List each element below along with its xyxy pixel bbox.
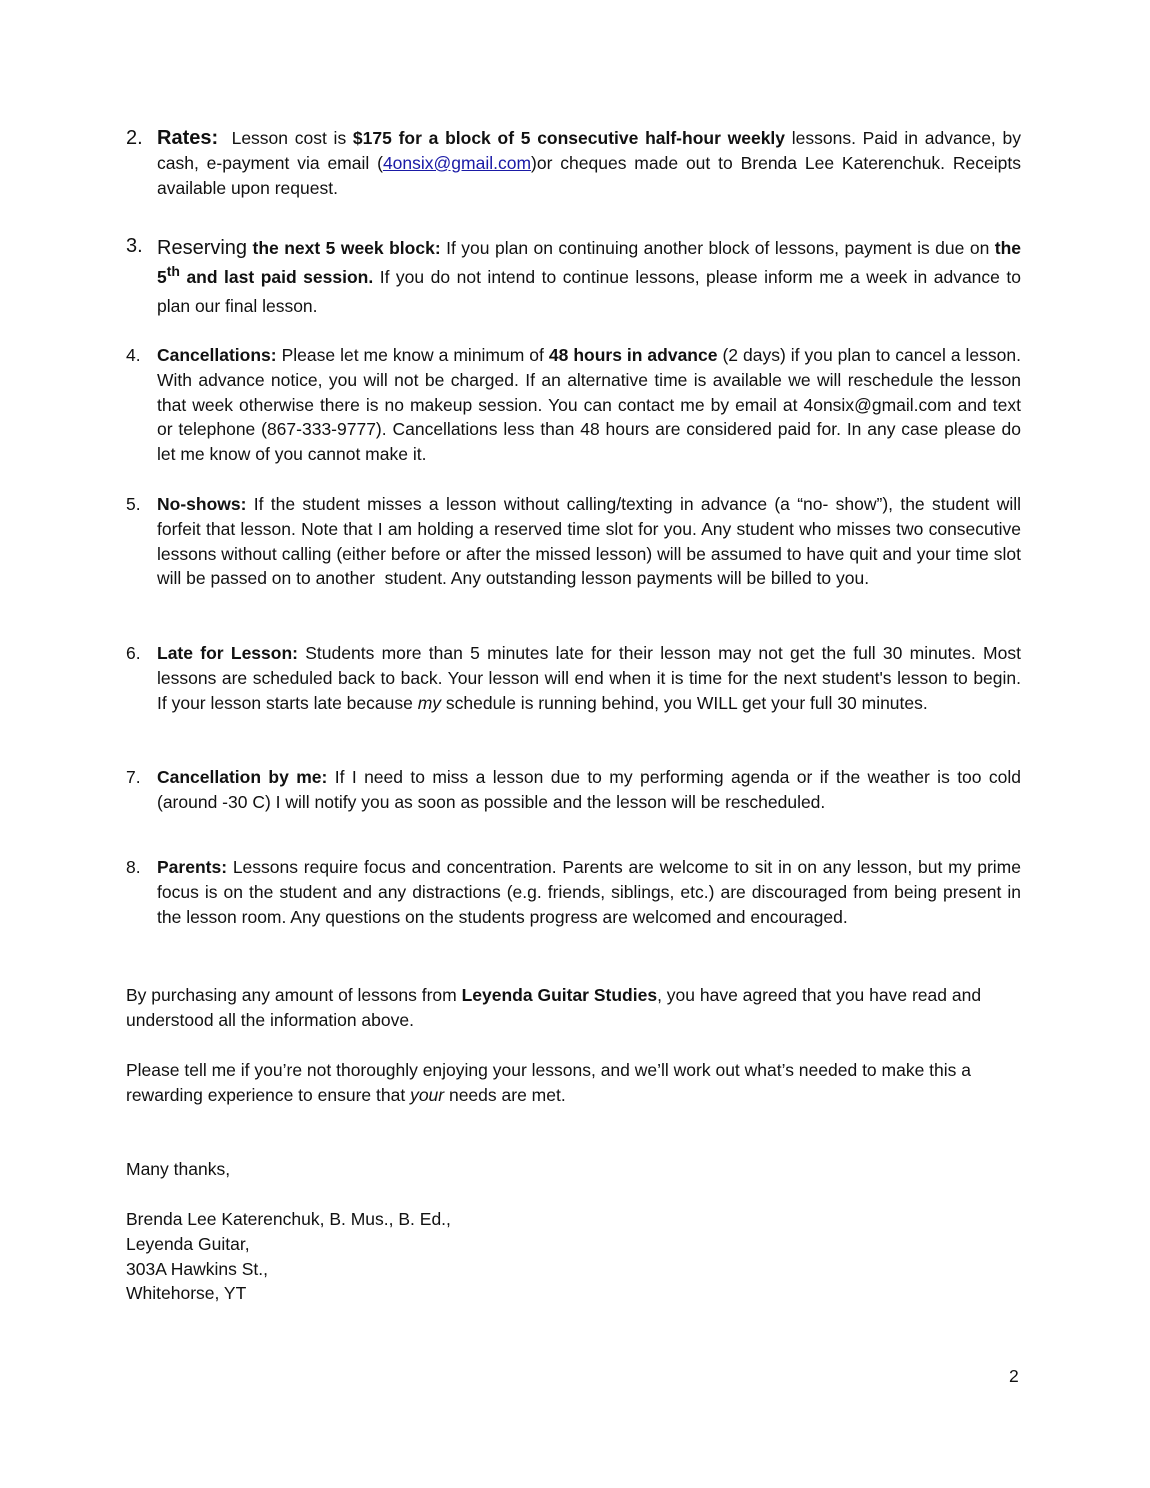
- reserving-bold-b: and last paid session.: [179, 267, 374, 287]
- signature-city: Whitehorse, YT: [126, 1283, 247, 1304]
- list-item-body: [157, 641, 1021, 715]
- cancellations-bold-a: 48 hours in advance: [548, 345, 718, 365]
- signature-street: 303A Hawkins St.,: [126, 1258, 269, 1279]
- rates-heading: Rates:: [157, 127, 219, 149]
- feedback-italic: your: [410, 1084, 445, 1105]
- list-item-body: [157, 234, 1021, 321]
- feedback-text-b: needs are met.: [444, 1084, 566, 1105]
- late-heading: Late for Lesson:: [157, 643, 298, 663]
- list-item-rates: [126, 126, 1021, 200]
- reserving-text-a: If you plan on continuing another block of lessons, payment is due on: [440, 238, 995, 258]
- parents-heading: Parents:: [157, 857, 228, 877]
- feedback-paragraph: [126, 1058, 1021, 1108]
- list-number: 5.: [126, 494, 141, 514]
- agreement-text-a: By purchasing any amount of lessons from: [126, 985, 462, 1005]
- late-italic: my: [417, 692, 442, 713]
- reserving-text-b: If you do not intend to continue lessons, please inform me a week in advance to plan our final lesson.: [157, 267, 1021, 316]
- cancellations-text-b: (2 days) if you plan to cancel a lesson. With advance notice, you will not be charged. If an alternative time is available we will reschedule the lesson that week otherwise there is no makeup session. You can contact me by email at 4onsix@gmail.com and text or telephone (867-333-9777). Cancellations less than 48 hours are considered paid for. In any case please do let me know of you cannot make it.: [157, 345, 1021, 465]
- list-item-body: [157, 343, 1021, 467]
- list-number: 2.: [126, 127, 143, 149]
- rates-text-c: )or cheques made out to Brenda Lee Katerenchuk. Receipts available upon request.: [157, 152, 1021, 198]
- no-shows-heading: No-shows:: [157, 494, 247, 514]
- list-item-no-shows: [126, 492, 1026, 591]
- list-item-late: [126, 641, 1021, 715]
- reserving-bold-a: the 5: [157, 238, 1022, 287]
- cancellations-text-a: Please let me know a minimum of: [276, 345, 549, 365]
- list-item-parents: [126, 855, 1021, 929]
- agreement-paragraph: [126, 983, 1021, 1033]
- page-number: 2: [1009, 1366, 1019, 1386]
- list-item-reserving: [126, 234, 1021, 321]
- closing-line: Many thanks,: [126, 1159, 231, 1179]
- signature-block: [126, 1207, 1021, 1306]
- feedback-text-a: Please tell me if you’re not thoroughly enjoying your lessons, and we’ll work out what’s needed to make this a rewarding experience to ensure that: [126, 1060, 972, 1105]
- list-item-body: [157, 765, 1021, 815]
- list-item-cancellation-by-me: [126, 765, 1021, 815]
- list-item-body: [157, 492, 1026, 591]
- late-text-b: schedule is running behind, you WILL get your full 30 minutes.: [441, 692, 928, 713]
- no-shows-text-a: If the student misses a lesson without calling/texting in advance (a “no- show”), the student will forfeit that lesson. Note that I am holding a reserved time slot for you. Any student who misses two consecutive lessons without calling (either before or after the missed lesson) will be assumed to have quit and your time slot will be passed on to another student. Any outstanding lesson payments will be billed to you.: [157, 494, 1026, 589]
- reserving-heading-large: Reserving: [157, 237, 248, 259]
- list-number: 4.: [126, 345, 141, 365]
- list-item-body: [157, 855, 1021, 929]
- reserving-sup: th: [166, 263, 180, 280]
- studio-name: Leyenda Guitar Studies: [461, 985, 658, 1005]
- list-number: 8.: [126, 857, 141, 877]
- rates-price: $175 for a block of 5 consecutive half-hour weekly: [352, 128, 786, 148]
- signature-name: Brenda Lee Katerenchuk, B. Mus., B. Ed.,: [126, 1209, 451, 1229]
- agreement-text-b: , you have agreed that you have read and understood all the information above.: [126, 985, 982, 1030]
- list-item-body: [157, 126, 1021, 200]
- list-number: 3.: [126, 235, 143, 257]
- list-number: 7.: [126, 767, 141, 787]
- signature-business: Leyenda Guitar,: [126, 1233, 250, 1254]
- cancellation-by-me-text: If I need to miss a lesson due to my performing agenda or if the weather is too cold (around -30 C) I will notify you as soon as possible and the lesson will be rescheduled.: [157, 767, 1022, 812]
- list-item-cancellations: [126, 343, 1021, 467]
- cancellation-by-me-heading: Cancellation by me:: [157, 767, 328, 787]
- parents-text: Lessons require focus and concentration. Parents are welcome to sit in on any lesson, but my prime focus is on the student and any distractions (e.g. friends, siblings, etc.) are discouraged from being present in the lesson room. Any questions on the students progress are welcomed and encouraged.: [157, 857, 1021, 927]
- email-link[interactable]: 4onsix@gmail.com: [382, 152, 532, 173]
- rates-text-b: lessons. Paid in advance, by cash, e-payment via email (: [157, 128, 1021, 173]
- list-number: 6.: [126, 643, 141, 663]
- late-text-a: Students more than 5 minutes late for their lesson may not get the full 30 minutes. Most lessons are scheduled back to back. Your lesson will end when it is time for the next student's lesson to begin. If your lesson starts late because: [157, 643, 1021, 713]
- cancellations-heading: Cancellations:: [157, 345, 277, 365]
- reserving-heading-rest: the next 5 week block:: [247, 238, 441, 258]
- rates-text-a: Lesson cost is: [218, 128, 353, 148]
